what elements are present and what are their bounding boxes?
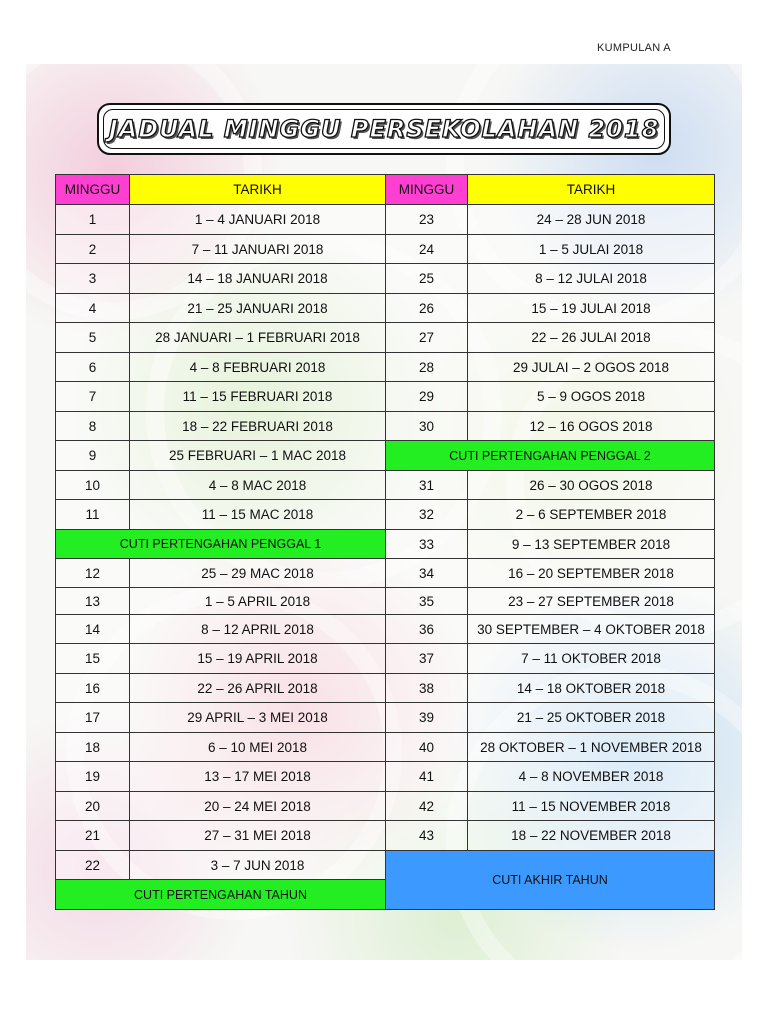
week-dates <box>130 644 386 674</box>
week-dates-text: 22 – 26 JULAI 2018 <box>531 330 651 345</box>
week-number-text: 41 <box>418 769 435 784</box>
week-number <box>56 588 130 615</box>
week-number-text: 25 <box>418 271 435 286</box>
week-number <box>56 441 130 471</box>
week-number-text: 34 <box>418 565 435 581</box>
week-dates <box>130 588 386 615</box>
week-number-text: 8 <box>88 418 97 434</box>
week-number <box>56 821 130 851</box>
week-number-text: 20 <box>84 798 101 814</box>
week-number-text: 32 <box>418 507 435 522</box>
header-minggu-text: MINGGU <box>64 182 121 197</box>
week-dates-text: 18 – 22 NOVEMBER 2018 <box>511 828 671 843</box>
week-dates <box>130 792 386 821</box>
week-number-text: 23 <box>418 212 435 227</box>
week-number-text: 38 <box>418 680 435 696</box>
week-dates <box>468 703 715 733</box>
week-number <box>56 235 130 264</box>
table-row <box>56 674 715 703</box>
week-dates-text: 7 – 11 JANUARI 2018 <box>191 241 324 257</box>
week-number <box>56 205 130 235</box>
table-row <box>56 733 715 762</box>
week-number-text: 7 <box>88 389 97 404</box>
week-dates <box>468 235 715 264</box>
page-title: JADUAL MINGGU PERSEKOLAHAN 2018 <box>108 115 660 143</box>
week-number <box>386 703 468 733</box>
week-dates-text: 9 – 13 SEPTEMBER 2018 <box>511 536 671 552</box>
week-dates <box>130 821 386 851</box>
week-dates-text: 15 – 19 JULAI 2018 <box>531 300 651 316</box>
week-dates <box>468 821 715 851</box>
week-dates-text: 30 SEPTEMBER – 4 OKTOBER 2018 <box>477 621 705 637</box>
table-row <box>56 353 715 382</box>
week-number-text: 1 <box>88 212 97 227</box>
holiday-cell-text: CUTI PERTENGAHAN TAHUN <box>134 887 307 902</box>
week-number-text: 3 <box>88 271 97 286</box>
week-number <box>56 323 130 353</box>
week-number-text: 12 <box>84 565 101 581</box>
week-dates-text: 11 – 15 FEBRUARI 2018 <box>182 389 333 404</box>
holiday-cell <box>56 880 386 910</box>
week-dates-text: 23 – 27 SEPTEMBER 2018 <box>508 593 674 609</box>
week-number <box>56 644 130 674</box>
header-tarikh-text: TARIKH <box>566 182 616 197</box>
week-dates <box>468 792 715 821</box>
week-dates <box>468 294 715 323</box>
title-banner <box>97 103 671 155</box>
week-dates <box>130 471 386 500</box>
table-row <box>56 471 715 500</box>
week-dates-text: 14 – 18 OKTOBER 2018 <box>516 680 666 696</box>
week-number-text: 24 <box>418 241 435 257</box>
week-dates-text: 7 – 11 OKTOBER 2018 <box>521 651 661 666</box>
week-dates <box>130 851 386 880</box>
week-number <box>56 382 130 412</box>
table-row <box>56 762 715 792</box>
week-dates <box>130 615 386 644</box>
header-tarikh-text: TARIKH <box>233 182 282 197</box>
week-number <box>386 762 468 792</box>
week-dates <box>130 412 386 441</box>
week-dates <box>130 674 386 703</box>
week-number-text: 18 <box>84 739 101 755</box>
week-dates-text: 26 – 30 OGOS 2018 <box>529 477 653 493</box>
week-dates <box>468 559 715 588</box>
week-dates-text: 27 – 31 MEI 2018 <box>204 828 311 843</box>
week-number-text: 16 <box>84 680 101 696</box>
table-row <box>56 588 715 615</box>
week-number <box>386 792 468 821</box>
table-row <box>56 559 715 588</box>
week-number-text: 4 <box>88 300 97 316</box>
week-dates <box>468 530 715 559</box>
week-dates <box>130 441 386 471</box>
week-dates-text: 4 – 8 FEBRUARI 2018 <box>189 359 326 375</box>
week-dates-text: 2 – 6 SEPTEMBER 2018 <box>515 507 667 522</box>
week-number <box>386 733 468 762</box>
week-dates-text: 13 – 17 MEI 2018 <box>204 769 311 784</box>
week-dates <box>468 588 715 615</box>
week-dates <box>130 264 386 294</box>
week-number-text: 33 <box>418 536 435 552</box>
week-dates-text: 29 JULAI – 2 OGOS 2018 <box>512 359 670 375</box>
week-number <box>386 235 468 264</box>
week-dates <box>468 264 715 294</box>
week-dates-text: 8 – 12 JULAI 2018 <box>535 271 647 286</box>
holiday-cell-text: CUTI AKHIR TAHUN <box>492 873 608 887</box>
week-dates <box>468 644 715 674</box>
week-dates-text: 29 APRIL – 3 MEI 2018 <box>187 710 328 725</box>
table-row <box>56 821 715 851</box>
table-row <box>56 294 715 323</box>
week-number <box>56 733 130 762</box>
week-dates <box>130 382 386 412</box>
week-number-text: 31 <box>418 477 435 493</box>
week-dates-text: 4 – 8 NOVEMBER 2018 <box>518 769 664 784</box>
table-row <box>56 703 715 733</box>
holiday-cell <box>56 530 386 559</box>
week-dates-text: 25 – 29 MAC 2018 <box>201 565 314 581</box>
week-dates <box>130 762 386 792</box>
header-minggu <box>386 175 468 205</box>
week-dates <box>468 733 715 762</box>
week-dates <box>468 471 715 500</box>
week-dates-text: 28 OKTOBER – 1 NOVEMBER 2018 <box>480 739 702 755</box>
header-tarikh <box>130 175 386 205</box>
week-dates-text: 20 – 24 MEI 2018 <box>204 798 311 814</box>
holiday-cell-text: CUTI PERTENGAHAN PENGGAL 1 <box>119 537 322 551</box>
table-header-row <box>56 175 715 205</box>
week-number-text: 5 <box>88 330 97 345</box>
week-number-text: 9 <box>88 448 97 463</box>
week-number-text: 21 <box>84 828 101 843</box>
week-number-text: 30 <box>418 418 435 434</box>
week-number <box>386 674 468 703</box>
week-number <box>386 471 468 500</box>
header-tarikh <box>468 175 715 205</box>
table-row <box>56 792 715 821</box>
week-number-text: 10 <box>84 477 101 493</box>
week-dates-text: 1 – 5 JULAI 2018 <box>538 241 644 257</box>
schedule-table <box>55 174 715 910</box>
week-number <box>56 264 130 294</box>
table-row <box>56 644 715 674</box>
week-dates <box>130 703 386 733</box>
week-dates-text: 1 – 5 APRIL 2018 <box>204 593 311 609</box>
week-dates <box>130 235 386 264</box>
table-row <box>56 615 715 644</box>
week-number <box>56 500 130 530</box>
week-number <box>56 353 130 382</box>
week-dates-text: 5 – 9 OGOS 2018 <box>536 389 646 404</box>
week-number <box>386 205 468 235</box>
week-number <box>386 382 468 412</box>
week-number <box>56 559 130 588</box>
week-dates-text: 14 – 18 JANUARI 2018 <box>187 271 328 286</box>
week-number <box>56 674 130 703</box>
table-row <box>56 530 715 559</box>
table-row <box>56 323 715 353</box>
week-dates-text: 15 – 19 APRIL 2018 <box>197 651 318 666</box>
week-dates-text: 3 – 7 JUN 2018 <box>210 857 305 873</box>
week-number-text: 19 <box>84 769 101 784</box>
week-number-text: 15 <box>84 651 101 666</box>
week-number-text: 39 <box>418 710 435 725</box>
header-minggu-text: MINGGU <box>398 182 455 197</box>
table-row <box>56 441 715 471</box>
table-row <box>56 205 715 235</box>
week-dates <box>130 353 386 382</box>
week-dates <box>130 294 386 323</box>
week-number-text: 28 <box>418 359 435 375</box>
week-number-text: 17 <box>84 710 101 725</box>
week-number-text: 35 <box>418 593 435 609</box>
header-minggu <box>56 175 130 205</box>
table-row <box>56 851 715 880</box>
week-number <box>56 703 130 733</box>
group-label: KUMPULAN A <box>597 42 671 54</box>
week-number-text: 13 <box>84 593 101 609</box>
week-dates <box>468 353 715 382</box>
week-dates-text: 8 – 12 APRIL 2018 <box>201 621 314 637</box>
table-row <box>56 264 715 294</box>
week-number <box>386 615 468 644</box>
week-dates-text: 21 – 25 OKTOBER 2018 <box>516 710 666 725</box>
week-number-text: 43 <box>418 828 435 843</box>
week-dates <box>130 500 386 530</box>
week-dates-text: 16 – 20 SEPTEMBER 2018 <box>508 565 674 581</box>
holiday-cell-text: CUTI PERTENGAHAN PENGGAL 2 <box>449 448 651 463</box>
table-row <box>56 500 715 530</box>
week-dates-text: 12 – 16 OGOS 2018 <box>529 418 653 434</box>
week-number-text: 42 <box>418 798 435 814</box>
week-dates-text: 11 – 15 NOVEMBER 2018 <box>511 798 671 814</box>
week-number <box>386 412 468 441</box>
week-number-text: 37 <box>418 651 435 666</box>
week-dates-text: 28 JANUARI – 1 FEBRUARI 2018 <box>155 330 360 345</box>
week-dates <box>468 382 715 412</box>
week-number-text: 27 <box>418 330 435 345</box>
week-number <box>386 559 468 588</box>
week-dates-text: 22 – 26 APRIL 2018 <box>197 680 318 696</box>
week-dates-text: 1 – 4 JANUARI 2018 <box>194 212 321 227</box>
week-dates-text: 4 – 8 MAC 2018 <box>208 477 307 493</box>
week-number <box>386 264 468 294</box>
table-row <box>56 235 715 264</box>
week-number <box>386 530 468 559</box>
week-dates <box>130 733 386 762</box>
week-dates-text: 25 FEBRUARI – 1 MAC 2018 <box>168 448 347 463</box>
week-dates-text: 11 – 15 MAC 2018 <box>201 507 314 522</box>
week-dates-text: 18 – 22 FEBRUARI 2018 <box>182 418 333 434</box>
holiday-cell <box>386 851 715 910</box>
week-number-text: 14 <box>84 621 101 637</box>
week-dates <box>468 615 715 644</box>
week-number-text: 40 <box>418 739 435 755</box>
week-dates-text: 21 – 25 JANUARI 2018 <box>187 300 328 316</box>
week-dates <box>468 323 715 353</box>
week-dates <box>468 674 715 703</box>
week-dates <box>468 762 715 792</box>
week-number-text: 22 <box>84 857 101 873</box>
week-number <box>386 323 468 353</box>
week-number <box>56 615 130 644</box>
holiday-cell <box>386 441 715 471</box>
week-number <box>56 412 130 441</box>
week-number <box>386 294 468 323</box>
table-row <box>56 382 715 412</box>
week-number <box>386 353 468 382</box>
table-row <box>56 412 715 441</box>
week-number-text: 11 <box>85 507 100 522</box>
week-number-text: 36 <box>418 621 435 637</box>
week-number <box>56 762 130 792</box>
week-number <box>386 588 468 615</box>
week-dates <box>130 559 386 588</box>
week-number <box>56 294 130 323</box>
week-number <box>56 792 130 821</box>
week-number <box>386 821 468 851</box>
week-number-text: 29 <box>418 389 435 404</box>
week-number-text: 26 <box>418 300 435 316</box>
week-dates <box>468 205 715 235</box>
week-dates-text: 24 – 28 JUN 2018 <box>536 212 646 227</box>
week-number-text: 6 <box>88 359 97 375</box>
week-dates <box>468 500 715 530</box>
week-number <box>386 644 468 674</box>
week-dates-text: 6 – 10 MEI 2018 <box>207 739 308 755</box>
week-number <box>386 500 468 530</box>
week-number-text: 2 <box>88 241 97 257</box>
week-number <box>56 851 130 880</box>
week-dates <box>130 323 386 353</box>
week-dates <box>130 205 386 235</box>
week-number <box>56 471 130 500</box>
week-dates <box>468 412 715 441</box>
